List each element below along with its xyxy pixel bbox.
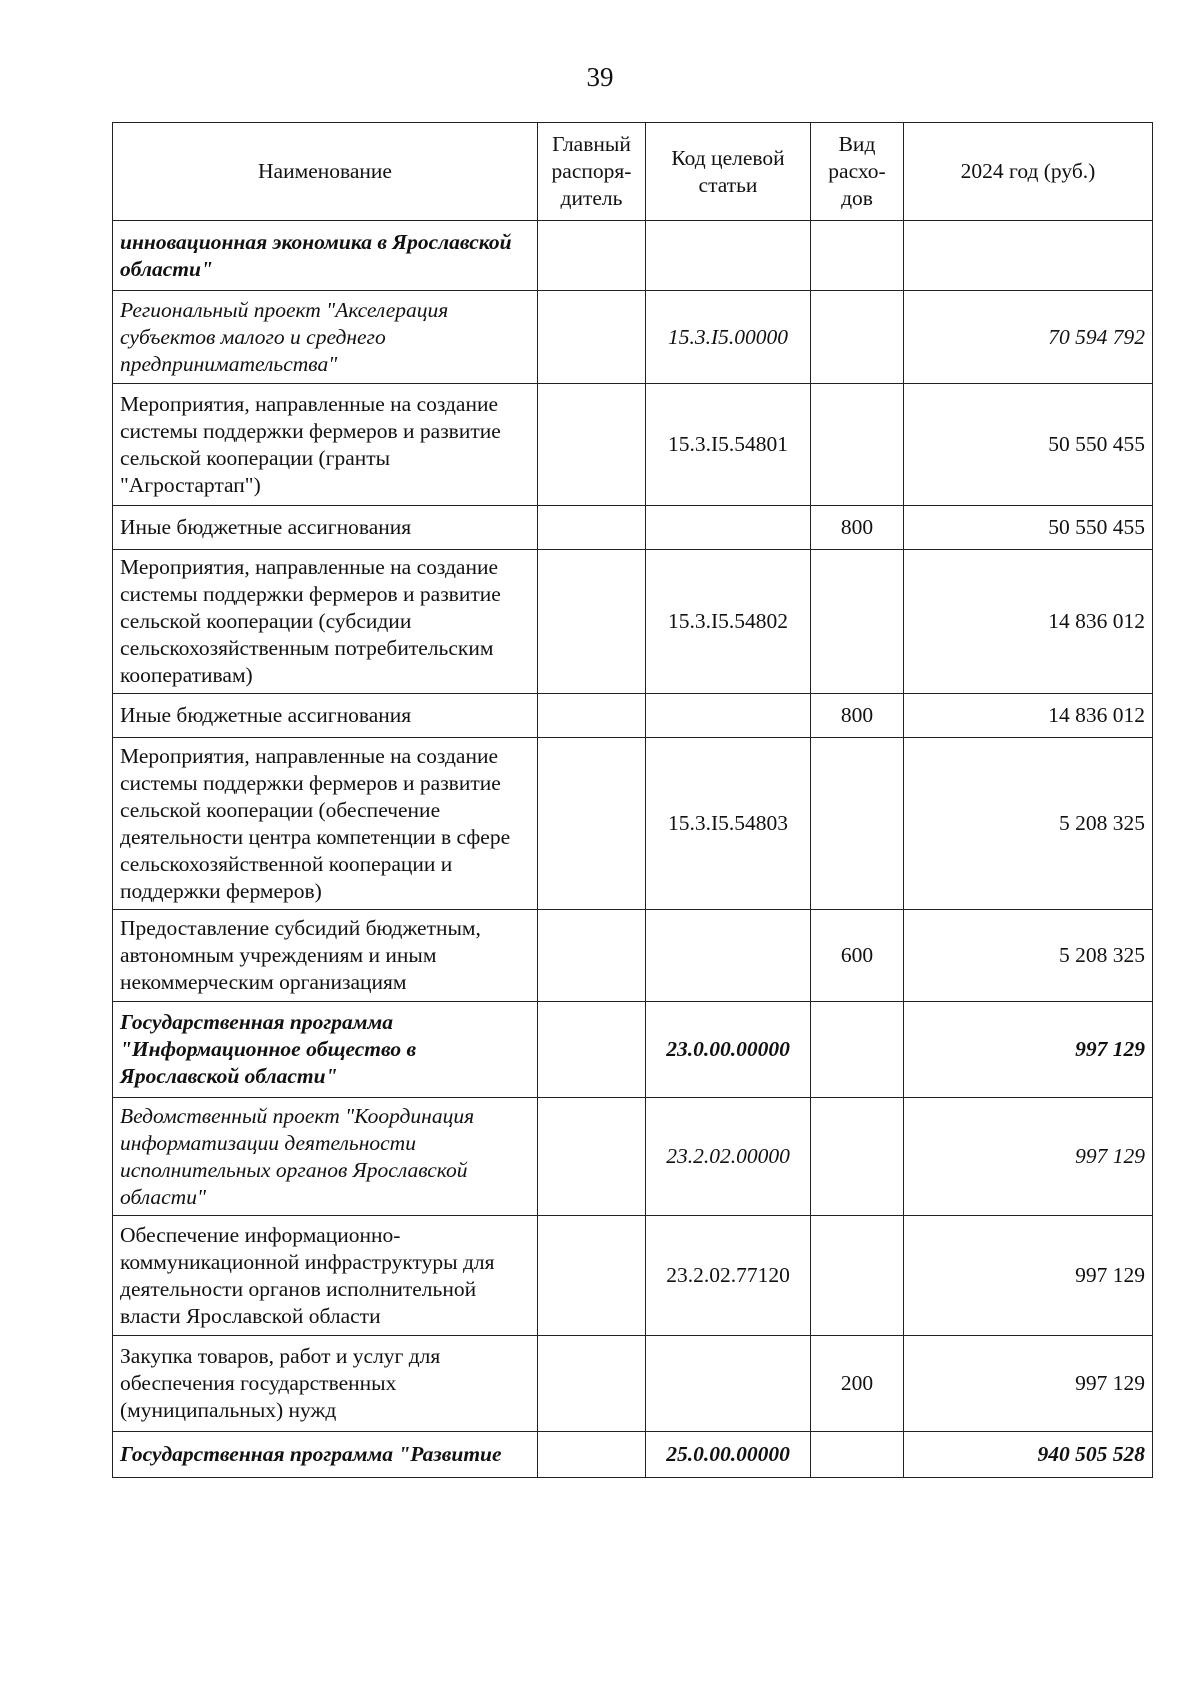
header-row [113,123,1153,221]
cell-code: 15.3.I5.00000 [646,291,811,384]
cell-code: 23.2.02.00000 [646,1098,811,1216]
cell-manager [538,1098,646,1216]
cell-kind: 200 [811,1336,904,1432]
cell-amount: 940 505 528 [904,1432,1153,1478]
cell-code: 15.3.I5.54801 [646,384,811,506]
cell-amount: 50 550 455 [904,506,1153,550]
cell-kind [811,738,904,910]
cell-amount: 5 208 325 [904,910,1153,1002]
cell-kind: 800 [811,694,904,738]
cell-name: Закупка товаров, работ и услуг для обеспечения государственных (муниципальных) нужд [113,1336,538,1432]
table-row [113,1098,1153,1216]
cell-manager [538,1216,646,1336]
cell-kind [811,1216,904,1336]
cell-code: 25.0.00.00000 [646,1432,811,1478]
cell-kind [811,221,904,291]
cell-amount [904,221,1153,291]
cell-amount: 997 129 [904,1336,1153,1432]
cell-amount: 14 836 012 [904,550,1153,694]
cell-kind [811,550,904,694]
table-row [113,384,1153,506]
cell-manager [538,910,646,1002]
table-row [113,1216,1153,1336]
table-row [113,506,1153,550]
cell-name: Ведомственный проект "Координация информатизации деятельности исполнительных органов Ярославской области" [113,1098,538,1216]
cell-code [646,221,811,291]
header-manager: Главный распоря-дитель [538,123,646,221]
cell-amount: 14 836 012 [904,694,1153,738]
cell-name: Региональный проект "Акселерация субъектов малого и среднего предпринимательства" [113,291,538,384]
cell-kind: 800 [811,506,904,550]
cell-name: Государственная программа "Развитие [113,1432,538,1478]
cell-manager [538,694,646,738]
cell-name: Иные бюджетные ассигнования [113,694,538,738]
cell-manager [538,738,646,910]
table-row [113,1432,1153,1478]
cell-code [646,694,811,738]
cell-name: Иные бюджетные ассигнования [113,506,538,550]
cell-name: Государственная программа "Информационное общество в Ярославской области" [113,1002,538,1098]
cell-name: Обеспечение информационно-коммуникационной инфраструктуры для деятельности органов исполнительной власти Ярославской области [113,1216,538,1336]
page-number: 39 [586,62,614,92]
header-name: Наименование [113,123,538,221]
cell-name: Предоставление субсидий бюджетным, автономным учреждениям и иным некоммерческим организациям [113,910,538,1002]
cell-manager [538,506,646,550]
cell-code: 23.0.00.00000 [646,1002,811,1098]
table-body [113,221,1153,1478]
cell-manager [538,384,646,506]
table-row [113,738,1153,910]
header-kind: Вид расхо-дов [811,123,904,221]
cell-name: Мероприятия, направленные на создание системы поддержки фермеров и развитие сельской кооперации (субсидии сельскохозяйственным потребительским кооперативам) [113,550,538,694]
table-row [113,221,1153,291]
cell-amount: 70 594 792 [904,291,1153,384]
cell-amount: 997 129 [904,1002,1153,1098]
cell-code [646,1336,811,1432]
cell-code: 15.3.I5.54802 [646,550,811,694]
cell-amount: 997 129 [904,1216,1153,1336]
table-row [113,910,1153,1002]
cell-kind [811,1432,904,1478]
cell-manager [538,291,646,384]
cell-amount: 5 208 325 [904,738,1153,910]
header-code: Код целевой статьи [646,123,811,221]
cell-manager [538,1432,646,1478]
cell-manager [538,221,646,291]
budget-table [112,122,1153,1478]
cell-kind [811,384,904,506]
cell-manager [538,1002,646,1098]
table-row [113,291,1153,384]
cell-amount: 50 550 455 [904,384,1153,506]
cell-code: 23.2.02.77120 [646,1216,811,1336]
cell-name: Мероприятия, направленные на создание системы поддержки фермеров и развитие сельской кооперации (обеспечение деятельности центра компетенции в сфере сельскохозяйственной кооперации и поддержки фермеров) [113,738,538,910]
cell-amount: 997 129 [904,1098,1153,1216]
cell-kind [811,1098,904,1216]
header-amount: 2024 год (руб.) [904,123,1153,221]
table-row [113,1336,1153,1432]
cell-manager [538,550,646,694]
cell-kind [811,1002,904,1098]
cell-code [646,506,811,550]
table-row [113,1002,1153,1098]
cell-code: 15.3.I5.54803 [646,738,811,910]
cell-kind [811,291,904,384]
table-row [113,694,1153,738]
cell-kind: 600 [811,910,904,1002]
cell-name: инновационная экономика в Ярославской области" [113,221,538,291]
cell-code [646,910,811,1002]
table-row [113,550,1153,694]
cell-name: Мероприятия, направленные на создание системы поддержки фермеров и развитие сельской кооперации (гранты "Агростартап") [113,384,538,506]
cell-manager [538,1336,646,1432]
